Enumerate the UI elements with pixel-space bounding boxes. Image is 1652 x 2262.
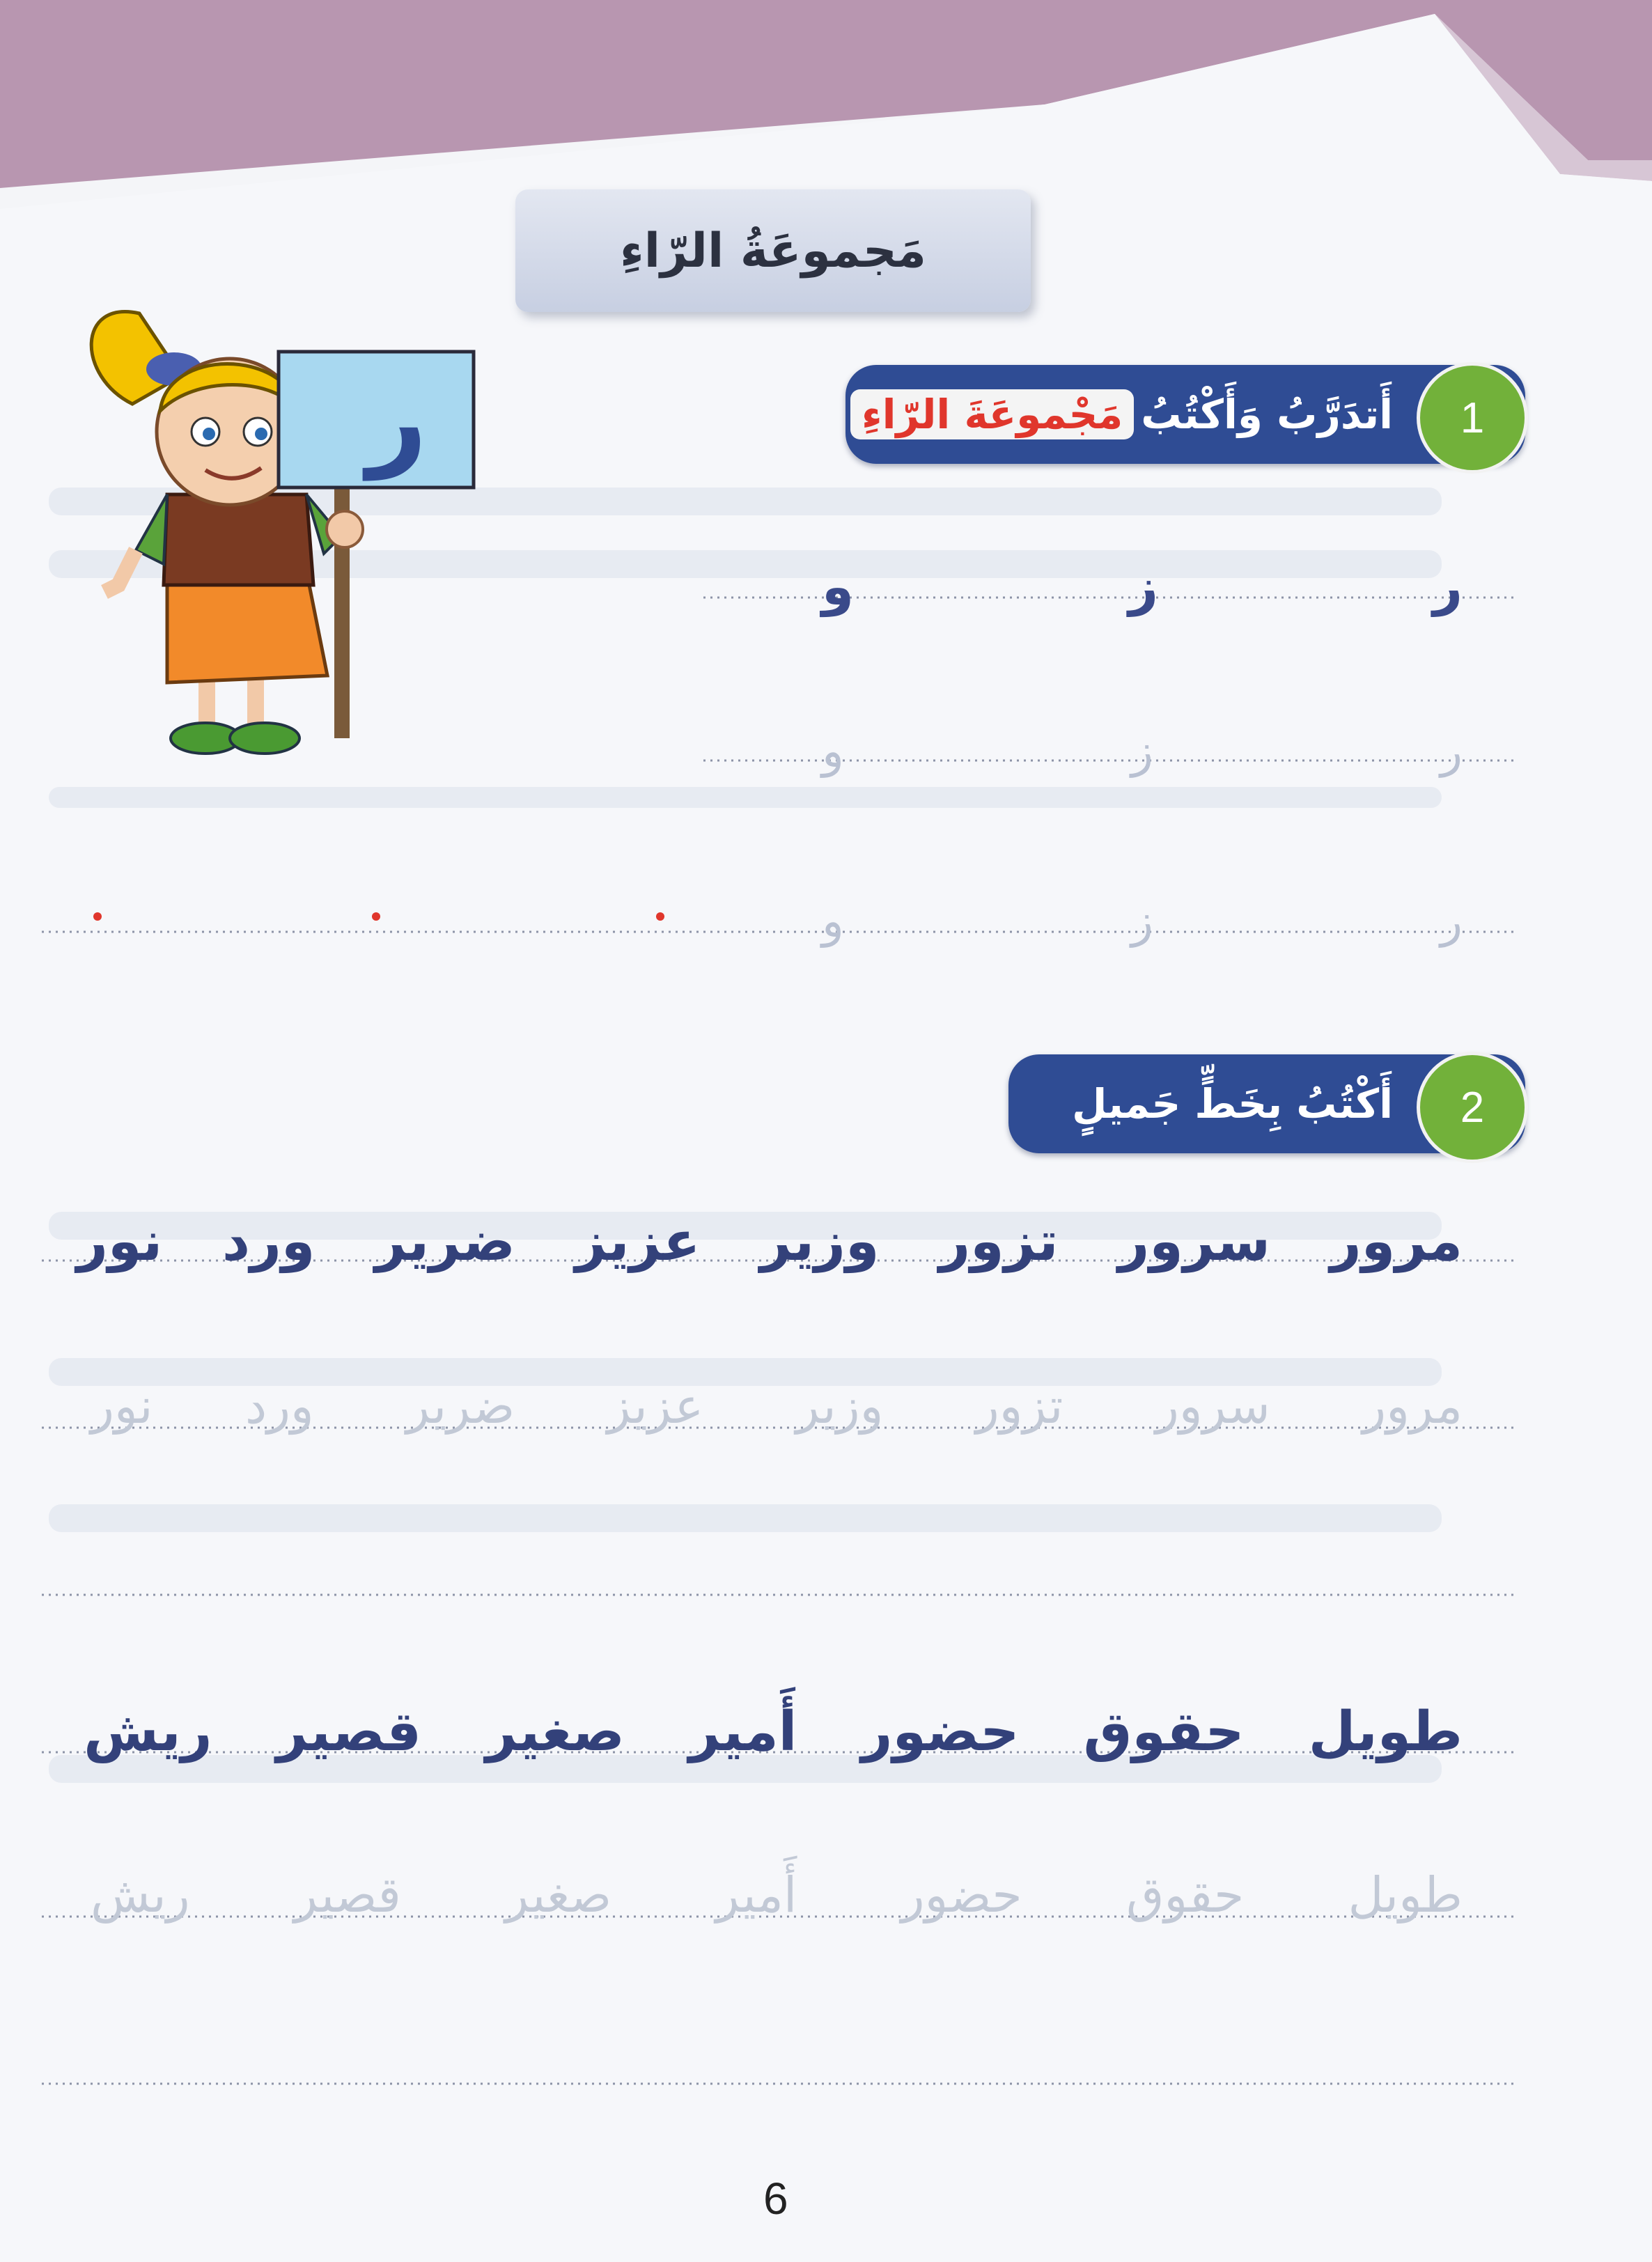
- traced-word: صغير: [505, 1866, 612, 1924]
- word: نور: [77, 1210, 163, 1273]
- word: ورد: [221, 1210, 315, 1273]
- model-letter-ra: ر: [1433, 557, 1463, 617]
- word: مرور: [1330, 1210, 1463, 1273]
- traced-letter-waw-2: و: [822, 894, 844, 948]
- page-title-box: [515, 189, 1031, 312]
- traced-word: عزيز: [607, 1378, 704, 1435]
- word: حقوق: [1083, 1701, 1245, 1763]
- traced-word: سرور: [1155, 1378, 1270, 1435]
- traced-word: وزير: [795, 1378, 884, 1435]
- traced-letter-zay-2: ز: [1131, 894, 1153, 948]
- instruction-1-label: أَتدَرَّبُ وَأَكْتُبُ: [1141, 391, 1393, 438]
- instruction-text-2: [1072, 1054, 1393, 1153]
- traced-word: حضور: [901, 1866, 1022, 1924]
- traced-word: مرور: [1362, 1378, 1463, 1435]
- traced-word: ورد: [244, 1378, 314, 1435]
- traced-word: حقوق: [1126, 1866, 1245, 1924]
- traced-word: تزور: [975, 1378, 1063, 1435]
- traced-word: قصير: [293, 1866, 401, 1924]
- instruction-text-1: [843, 365, 1393, 464]
- words-row-2-traced: [91, 1866, 1463, 1924]
- word: قصير: [276, 1701, 421, 1763]
- instruction-number-2: 2: [1417, 1052, 1528, 1163]
- instruction-bar-2: [1008, 1054, 1525, 1153]
- instruction-1-highlight: مَجْموعَةَ الرّاءِ: [850, 389, 1134, 439]
- traced-word: طويل: [1348, 1866, 1463, 1924]
- letter-row-model: [822, 557, 1463, 617]
- word: ريش: [84, 1701, 212, 1763]
- model-letter-zay: ز: [1128, 557, 1158, 617]
- traced-word: أَمير: [715, 1866, 797, 1924]
- traced-word: ريش: [91, 1866, 190, 1924]
- instruction-bar-1: [846, 365, 1525, 464]
- sign-letter: ر: [366, 359, 428, 481]
- traced-word: ضرير: [406, 1378, 515, 1435]
- traced-letter-ra: ر: [1440, 724, 1463, 778]
- word: صغير: [485, 1701, 625, 1763]
- page-title: مَجموعَةُ الرّاءِ: [620, 223, 926, 279]
- word: حضور: [861, 1701, 1020, 1763]
- letter-row-traced-2: [822, 894, 1463, 948]
- word: وزير: [760, 1210, 880, 1273]
- instruction-2-label: أَكْتُبُ بِخَطٍّ جَميلٍ: [1072, 1080, 1393, 1128]
- words-row-2: [84, 1701, 1463, 1763]
- word: طويل: [1308, 1701, 1463, 1763]
- word: سرور: [1118, 1210, 1270, 1273]
- words-row-1: [77, 1210, 1463, 1273]
- instruction-number-1: 1: [1417, 362, 1528, 474]
- model-letter-waw: و: [822, 557, 854, 617]
- traced-letter-waw: و: [822, 724, 844, 778]
- word: ضرير: [375, 1210, 515, 1273]
- traced-word: نور: [91, 1378, 153, 1435]
- page-number: 6: [763, 2174, 788, 2224]
- word: أَمير: [689, 1701, 797, 1763]
- traced-letter-ra-2: ر: [1440, 894, 1463, 948]
- word: تزور: [939, 1210, 1059, 1273]
- word: عزيز: [575, 1210, 701, 1273]
- letter-row-traced-1: [822, 724, 1463, 778]
- traced-letter-zay: ز: [1131, 724, 1153, 778]
- words-row-1-traced: [91, 1378, 1463, 1435]
